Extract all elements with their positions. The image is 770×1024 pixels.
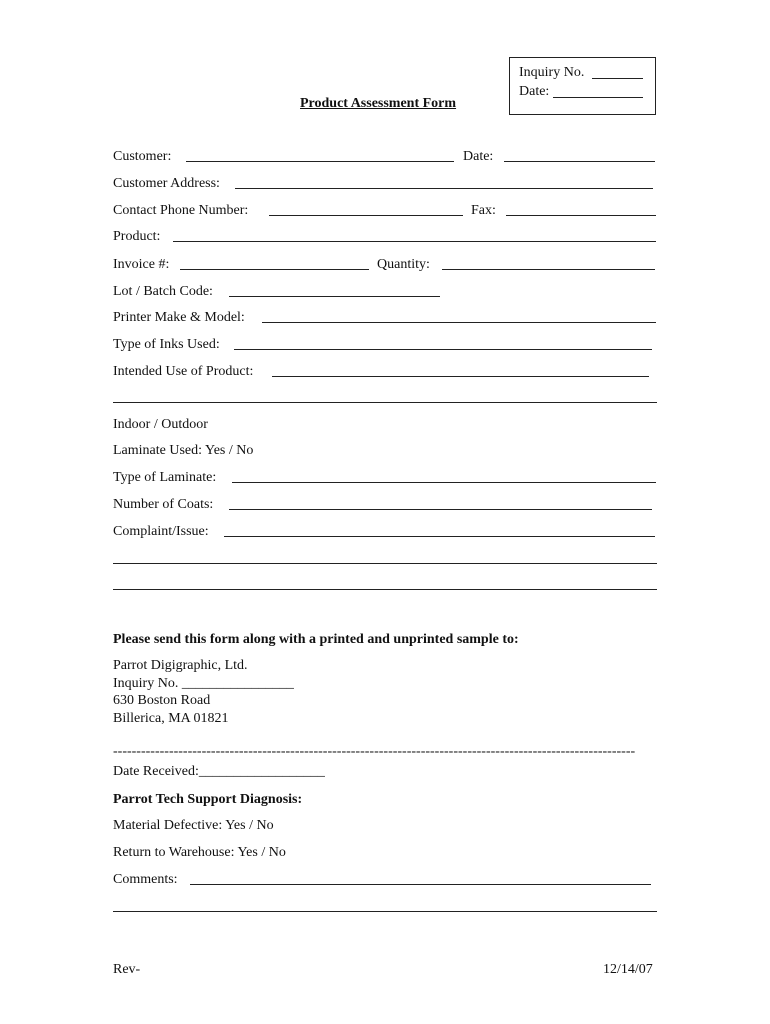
inks-field[interactable] <box>234 349 652 350</box>
quantity-label: Quantity: <box>377 257 430 272</box>
customer-label: Customer: <box>113 149 172 164</box>
inks-label: Type of Inks Used: <box>113 337 220 352</box>
address-city: Billerica, MA 01821 <box>113 711 229 726</box>
invoice-field[interactable] <box>180 269 369 270</box>
product-field[interactable] <box>173 241 656 242</box>
quantity-field[interactable] <box>442 269 655 270</box>
contact-phone-field[interactable] <box>269 215 463 216</box>
comments-field-2[interactable] <box>113 911 657 912</box>
printer-field[interactable] <box>262 322 656 323</box>
lot-batch-label: Lot / Batch Code: <box>113 284 213 299</box>
date-received: Date Received:__________________ <box>113 764 325 779</box>
printer-label: Printer Make & Model: <box>113 310 245 325</box>
laminate-used-label: Laminate Used: Yes / No <box>113 443 254 458</box>
footer-rev: Rev- <box>113 962 141 977</box>
send-instructions: Please send this form along with a printed and unprinted sample to: <box>113 632 519 647</box>
address-street: 630 Boston Road <box>113 693 211 708</box>
coats-field[interactable] <box>229 509 652 510</box>
inquiry-date-line[interactable] <box>553 97 643 98</box>
date-label: Date: <box>463 149 494 164</box>
lot-batch-field[interactable] <box>229 296 440 297</box>
fax-label: Fax: <box>471 203 496 218</box>
address-inquiry: Inquiry No. ________________ <box>113 676 294 691</box>
customer-address-field[interactable] <box>235 188 653 189</box>
indoor-outdoor-label: Indoor / Outdoor <box>113 417 208 432</box>
complaint-field-2[interactable] <box>113 563 657 564</box>
material-defective-label: Material Defective: Yes / No <box>113 818 274 833</box>
contact-phone-label: Contact Phone Number: <box>113 203 249 218</box>
invoice-label: Invoice #: <box>113 257 170 272</box>
complaint-field[interactable] <box>224 536 655 537</box>
comments-field[interactable] <box>190 884 651 885</box>
complaint-label: Complaint/Issue: <box>113 524 209 539</box>
laminate-type-field[interactable] <box>232 482 656 483</box>
intended-use-field-2[interactable] <box>113 402 657 403</box>
customer-address-label: Customer Address: <box>113 176 220 191</box>
page-title: Product Assessment Form <box>300 96 457 111</box>
customer-field[interactable] <box>186 161 454 162</box>
complaint-field-3[interactable] <box>113 589 657 590</box>
coats-label: Number of Coats: <box>113 497 214 512</box>
date-field[interactable] <box>504 161 655 162</box>
intended-use-field[interactable] <box>272 376 649 377</box>
fax-field[interactable] <box>506 215 656 216</box>
comments-label: Comments: <box>113 872 178 887</box>
dashed-separator: ---------------------------------------------------------------------------------------------------------------- <box>113 745 636 759</box>
inquiry-no-line[interactable] <box>592 78 643 79</box>
address-company: Parrot Digigraphic, Ltd. <box>113 658 248 673</box>
inquiry-no-label: Inquiry No. <box>519 65 585 80</box>
diagnosis-heading: Parrot Tech Support Diagnosis: <box>113 792 303 807</box>
inquiry-date-label: Date: <box>519 84 550 99</box>
return-warehouse-label: Return to Warehouse: Yes / No <box>113 845 286 860</box>
product-label: Product: <box>113 229 161 244</box>
intended-use-label: Intended Use of Product: <box>113 364 254 379</box>
footer-date: 12/14/07 <box>603 962 653 977</box>
laminate-type-label: Type of Laminate: <box>113 470 217 485</box>
